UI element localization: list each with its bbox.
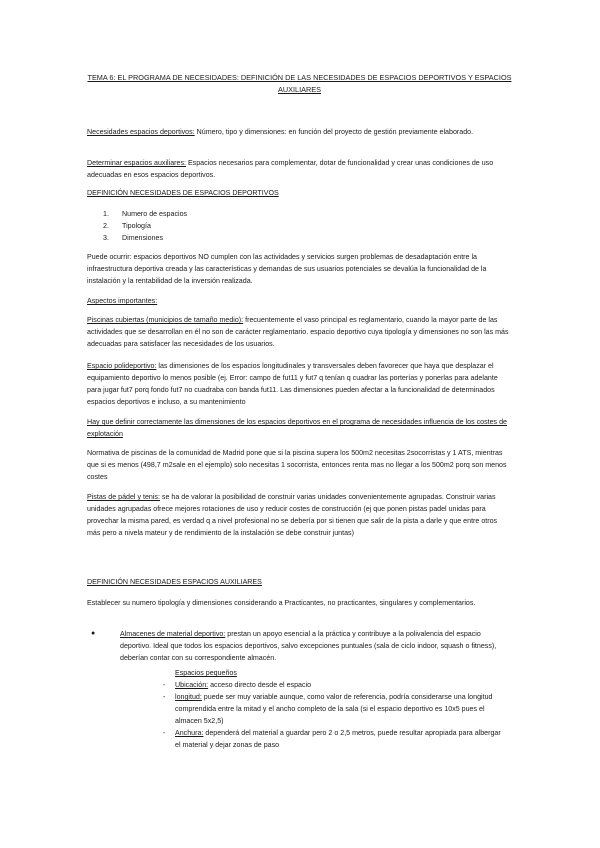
- list-item-espacios: Numero de espacios: [122, 210, 188, 218]
- ubicacion-label: Ubicación:: [175, 681, 209, 689]
- polideportivo-paragraph: [87, 360, 512, 408]
- list-number: 2.: [103, 222, 109, 230]
- determinar-text: Espacios necesarios para complementar, dotar de funcionalidad y crear unas condiciones de uso adecuadas en esos espacios deportivos.: [87, 159, 494, 179]
- longitud-item: [175, 691, 505, 727]
- determinar-label: Determinar espacios auxiliares:: [87, 159, 186, 167]
- longitud-text: puede ser muy variable aunque, como valor de referencia, podría considerarse una longitud comprendida entre la mitad y el ancho completo de la sala (si el espacio deportivo es 10x5 pues el almacen 5x2,5): [175, 693, 493, 725]
- normativa-paragraph: Normativa de piscinas de la comunidad de Madrid pone que si la piscina supera los 500m2 necesitas 2socorristas y 1 ATS, mientras que si es menos (498,7 m2sale en el ejemplo) solo necesitas 1 socorrista, entonces renta mas no llegar a los 500m2 porq son menos costes: [87, 449, 507, 481]
- almacenes-paragraph: [120, 628, 510, 664]
- dash-icon: -: [163, 693, 166, 701]
- piscinas-text: frecuentemente el vaso principal es reglamentario, cuando la mayor parte de las actividades que se desarrollan en él no son de carácter reglamentario. espacio deportivo cuya tipología y dimensiones no son las más adecuadas para satisfacer las necesidades de los usuarios.: [87, 316, 509, 348]
- ubicacion-text: acceso directo desde el espacio: [208, 681, 312, 689]
- section-heading-deportivos: DEFINICIÓN NECESIDADES DE ESPACIOS DEPORTIVOS: [87, 189, 279, 197]
- polideportivo-label: Espacio polideportivo:: [87, 362, 157, 370]
- anchura-label: Anchura:: [175, 729, 204, 737]
- necesidades-paragraph: [87, 126, 512, 138]
- determinar-paragraph: [87, 157, 512, 181]
- polideportivo-text: las dimensiones de los espacios longitudinales y transversales deben favorecer que haya que desplazar el equipamiento deportivo lo menos posible (ej. Error: campo de fut11 y fut7 q tenían q cuadrar las porterías y ponerlas para adelante para jugar fut7 porq fondo fut7 no cuadraba con banda fut11. Las dimensiones pueden afectar a la funcionalidad de determinados espacios deportivos e incluso, a su mantenimiento: [87, 362, 498, 406]
- establecer-paragraph: Establecer su numero tipología y dimensiones considerando a Practicantes, no practicantes, singulares y complementarios.: [87, 599, 476, 607]
- section-heading-auxiliares: DEFINICIÓN NECESIDADES ESPACIOS AUXILIARES: [87, 578, 262, 586]
- list-number: 3.: [103, 234, 109, 242]
- list-item-tipologia: Tipología: [122, 222, 151, 230]
- aspectos-heading: Aspectos importantes:: [87, 297, 158, 305]
- padel-paragraph: [87, 491, 512, 539]
- list-item-dimensiones: Dimensiones: [122, 234, 164, 242]
- ubicacion-item: [175, 679, 505, 691]
- almacenes-text: prestan un apoyo esencial a la práctica y contribuye a la polivalencia del espacio deportivo. Ideal que todos los espacios deportivos, salvo excepciones puntuales (sala de ciclo indoor, squash o fitness), deberían contar con su correspondiente almacén.: [120, 630, 497, 662]
- longitud-label: longitud:: [175, 693, 202, 701]
- padel-label: Pistas de pádel y tenis:: [87, 493, 160, 501]
- list-number: 1.: [103, 210, 109, 218]
- anchura-text: dependerá del material a guardar pero 2 o 2,5 metros, puede resultar apropiada para albergar el material y dejar zonas de paso: [175, 729, 501, 749]
- piscinas-paragraph: [87, 314, 512, 350]
- dash-icon: -: [163, 729, 166, 737]
- padel-text: se ha de valorar la posibilidad de construir varias unidades convenientemente agrupadas. Construir varias unidades agrupadas ofrece mejores rotaciones de uso y reducir costes de construcción (ej que ponen pistas padel unidas para provechar la misma pared, es verdad q a nivel profesional no se debería por si tienen que salir de la pista a darle y que entre otros más pero a nivela mateur y de rendimiento de la instalación se debe construir juntas): [87, 493, 498, 537]
- necesidades-text: Número, tipo y dimensiones: en función del proyecto de gestión previamente elaborado.: [194, 128, 474, 136]
- anchura-item: [175, 727, 505, 751]
- hay-que-paragraph: Hay que definir correctamente las dimensiones de los espacios deportivos en el programa de necesidades influencia de los costes de explotación: [87, 418, 507, 438]
- pequenos-heading: Espacios pequeños: [175, 669, 237, 677]
- dash-icon: -: [163, 681, 166, 689]
- piscinas-label: Piscinas cubiertas (municipios de tamaño medio):: [87, 316, 244, 324]
- bullet-icon: ●: [91, 630, 96, 637]
- necesidades-label: Necesidades espacios deportivos:: [87, 128, 195, 136]
- puede-ocurrir-paragraph: Puede ocurrir: espacios deportivos NO cumplen con las actividades y servicios surgen problemas de desadaptación entre la infraestructura deportiva creada y las características y demandas de sus usuarios potenciales se devalúa la funcionalidad de la instalación y la rentabilidad de la inversión realizada.: [87, 253, 487, 285]
- page-title: TEMA 6: EL PROGRAMA DE NECESIDADES: DEFINICIÓN DE LAS NECESIDADES DE ESPACIOS DEPORTIVOS Y ESPACIOS AUXILIARES: [87, 73, 512, 94]
- almacenes-label: Almacenes de material deportivo:: [120, 630, 226, 638]
